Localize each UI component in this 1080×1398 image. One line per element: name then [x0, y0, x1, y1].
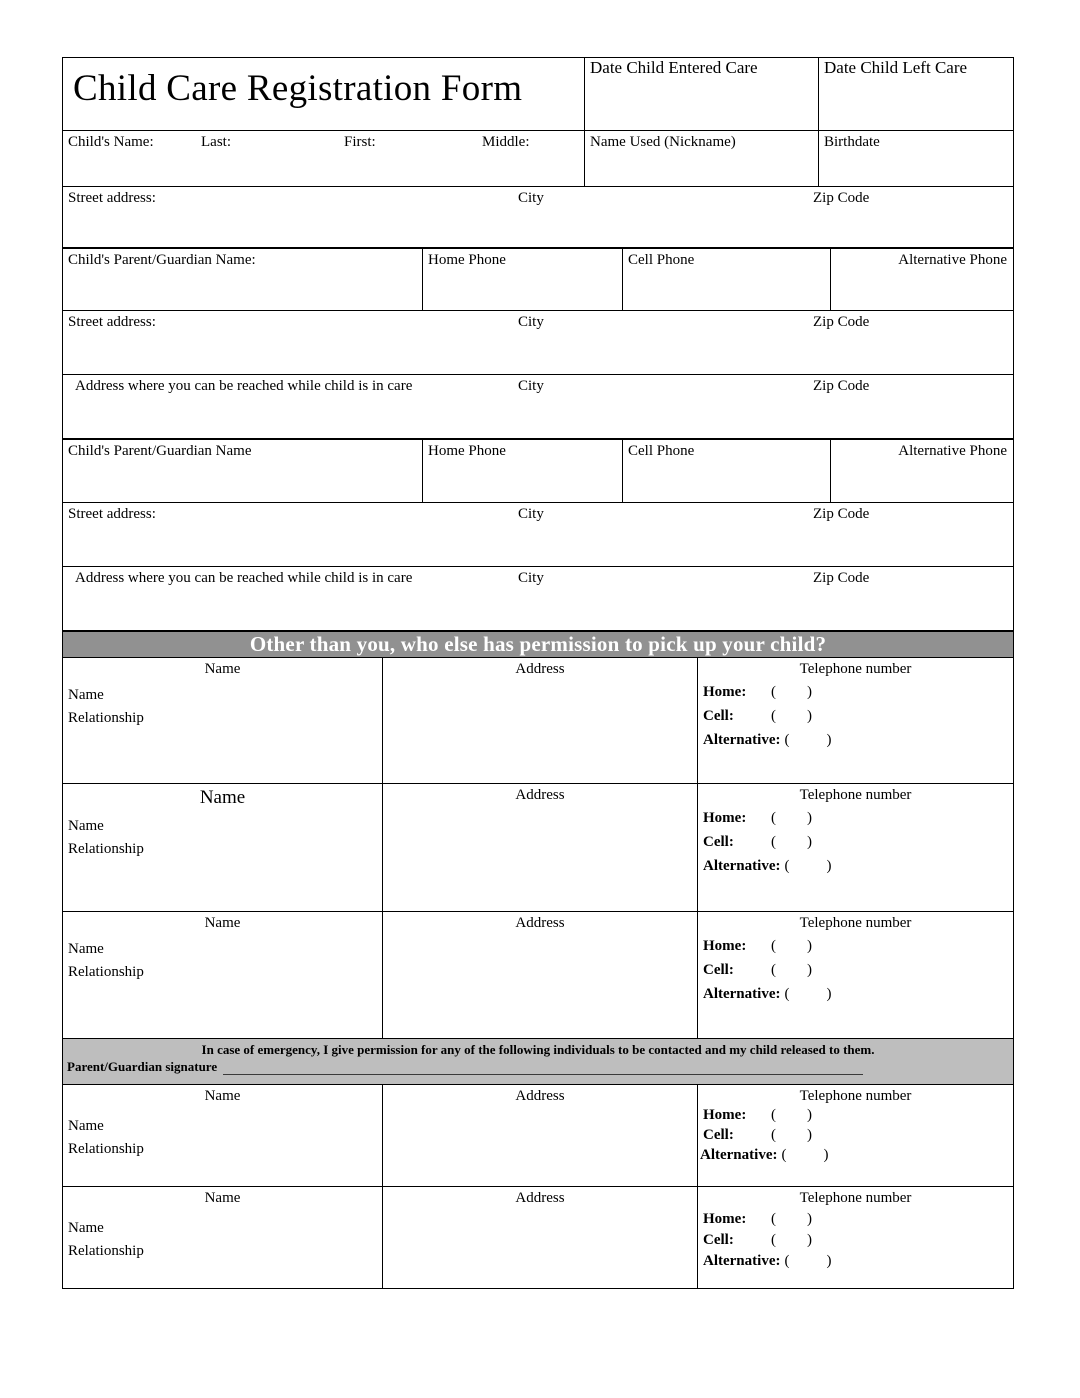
contact-alt-phone[interactable] [698, 725, 1013, 749]
cell-label: Cell: [703, 708, 734, 724]
contact-alt-phone[interactable] [698, 979, 1013, 1003]
close-paren: ) [807, 684, 812, 700]
child-address-row [63, 187, 1014, 248]
contact-name-cell[interactable] [63, 658, 383, 784]
alternative-label: Alternative: [703, 986, 781, 1002]
date-left-care-cell[interactable] [819, 58, 1014, 131]
date-entered-care-label: Date Child Entered Care [590, 58, 758, 77]
open-paren: ( [781, 1147, 787, 1163]
guardian-1-address-row [63, 311, 1014, 375]
close-paren: ) [826, 986, 832, 1002]
alternative-label: Alternative: [703, 1253, 781, 1269]
cell-label: Cell: [703, 1127, 734, 1143]
contact-relationship-field-label: Relationship [68, 964, 144, 981]
guardian-2-row [63, 440, 1014, 503]
alternative-phone-label: Alternative Phone [898, 443, 1007, 459]
contact-address-cell[interactable] [383, 1085, 698, 1187]
pickup-banner-row [63, 632, 1014, 658]
childs-name-cell[interactable] [63, 131, 585, 187]
guardian-1-cell-phone-cell[interactable] [623, 249, 831, 311]
open-paren: ( [784, 986, 790, 1002]
child-care-registration-form [62, 57, 1013, 1334]
contact-address-cell[interactable] [383, 912, 698, 1039]
alternative-label: Alternative: [703, 858, 781, 874]
zip-code-label: Zip Code [813, 570, 870, 586]
address-column-header: Address [515, 661, 565, 677]
contact-home-phone[interactable] [698, 678, 1013, 701]
contact-cell-phone[interactable] [698, 1228, 1013, 1249]
telephone-column-header: Telephone number [799, 1088, 912, 1104]
close-paren: ) [807, 1127, 812, 1143]
contact-address-cell[interactable] [383, 784, 698, 912]
contact-alt-phone[interactable] [698, 851, 1013, 875]
close-paren: ) [807, 1107, 812, 1123]
contact-relationship-field-label: Relationship [68, 710, 144, 727]
close-paren: ) [807, 962, 812, 978]
contact-relationship-field-label: Relationship [68, 1141, 144, 1158]
signature-row[interactable] [63, 1058, 1013, 1078]
childs-name-label: Child's Name: [68, 134, 154, 150]
open-paren: ( [771, 962, 776, 978]
city-label: City [518, 570, 544, 586]
emergency-contact-row-2 [63, 1187, 1014, 1289]
close-paren: ) [823, 1147, 829, 1163]
home-label: Home: [703, 810, 747, 826]
close-paren: ) [807, 708, 812, 724]
open-paren: ( [771, 938, 776, 954]
child-address-cell[interactable] [63, 187, 1014, 248]
open-paren: ( [771, 708, 776, 724]
address-column-header: Address [515, 787, 565, 803]
guardian-2-name-cell[interactable] [63, 440, 423, 503]
close-paren: ) [807, 938, 812, 954]
cell-label: Cell: [703, 834, 734, 850]
birthdate-cell[interactable] [819, 131, 1014, 187]
cell-label: Cell: [703, 1232, 734, 1248]
guardian-1-address-cell[interactable] [63, 311, 1014, 375]
name-column-header: Name [204, 1190, 241, 1206]
open-paren: ( [771, 684, 776, 700]
last-name-label: Last: [201, 134, 231, 150]
guardian-2-table [62, 439, 1014, 631]
close-paren: ) [826, 732, 832, 748]
guardian-1-name-label: Child's Parent/Guardian Name: [68, 252, 256, 268]
contact-cell-phone[interactable] [698, 955, 1013, 979]
pickup-contact-row-2 [63, 784, 1014, 912]
guardian-2-alt-phone-cell[interactable] [831, 440, 1014, 503]
city-label: City [518, 190, 544, 206]
guardian-2-home-phone-cell[interactable] [423, 440, 623, 503]
contact-address-cell[interactable] [383, 1187, 698, 1289]
guardian-1-name-cell[interactable] [63, 249, 423, 311]
contact-name-field-label: Name [68, 1220, 104, 1236]
contact-cell-phone[interactable] [698, 827, 1013, 851]
zip-code-label: Zip Code [813, 190, 870, 206]
contact-telephone-cell[interactable] [698, 912, 1014, 1039]
guardian-1-home-phone-cell[interactable] [423, 249, 623, 311]
guardian-1-row [63, 249, 1014, 311]
contact-telephone-cell[interactable] [698, 658, 1014, 784]
name-column-header: Name [204, 915, 241, 931]
cell-label: Cell: [703, 962, 734, 978]
home-label: Home: [703, 684, 747, 700]
emergency-contact-row-1 [63, 1085, 1014, 1187]
contact-cell-phone[interactable] [698, 1124, 1013, 1144]
home-phone-label: Home Phone [428, 443, 506, 459]
alternative-label: Alternative: [703, 732, 781, 748]
cell-phone-label: Cell Phone [628, 443, 695, 459]
name-column-header: Name [204, 661, 241, 677]
contact-name-cell[interactable] [63, 1187, 383, 1289]
contact-name-cell[interactable] [63, 1085, 383, 1187]
contact-home-phone[interactable] [698, 1105, 1013, 1124]
open-paren: ( [784, 1253, 790, 1269]
form-table [62, 57, 1014, 248]
contact-address-cell[interactable] [383, 658, 698, 784]
alternative-label: Alternative: [700, 1147, 778, 1163]
date-left-care-label: Date Child Left Care [824, 58, 968, 77]
contact-home-phone[interactable] [698, 804, 1013, 827]
reachable-address-label: Address where you can be reached while child is in care [75, 570, 413, 586]
telephone-column-header: Telephone number [799, 1190, 912, 1206]
open-paren: ( [771, 834, 776, 850]
city-label: City [518, 506, 544, 522]
zip-code-label: Zip Code [813, 378, 870, 394]
contact-relationship-field-label: Relationship [68, 1243, 144, 1260]
middle-name-label: Middle: [482, 134, 530, 150]
telephone-column-header: Telephone number [799, 787, 912, 803]
open-paren: ( [771, 1127, 776, 1143]
page-title: Child Care Registration Form [73, 68, 523, 109]
contact-home-phone[interactable] [698, 1207, 1013, 1228]
guardian-1-table [62, 248, 1014, 439]
address-column-header: Address [515, 915, 565, 931]
address-column-header: Address [515, 1190, 565, 1206]
city-label: City [518, 314, 544, 330]
street-address-label: Street address: [68, 506, 156, 522]
telephone-column-header: Telephone number [799, 661, 912, 677]
contact-alt-phone[interactable] [698, 1144, 1013, 1164]
street-address-label: Street address: [68, 314, 156, 330]
name-column-header: Name [199, 787, 246, 808]
city-label: City [518, 378, 544, 394]
close-paren: ) [826, 858, 832, 874]
close-paren: ) [807, 1232, 812, 1248]
guardian-2-name-label: Child's Parent/Guardian Name [68, 443, 252, 459]
nickname-cell[interactable] [585, 131, 819, 187]
home-label: Home: [703, 1107, 747, 1123]
form-title-cell [63, 58, 585, 131]
contact-cell-phone[interactable] [698, 701, 1013, 725]
close-paren: ) [807, 810, 812, 826]
street-address-label: Street address: [68, 190, 156, 206]
open-paren: ( [771, 1232, 776, 1248]
open-paren: ( [771, 1211, 776, 1227]
address-column-header: Address [515, 1088, 565, 1104]
child-name-row [63, 131, 1014, 187]
signature-label: Parent/Guardian signature [67, 1059, 218, 1074]
home-phone-label: Home Phone [428, 252, 506, 268]
cell-phone-label: Cell Phone [628, 252, 695, 268]
contact-name-field-label: Name [68, 941, 104, 957]
guardian-2-reachable-row [63, 567, 1014, 631]
zip-code-label: Zip Code [813, 506, 870, 522]
close-paren: ) [807, 834, 812, 850]
guardian-1-reachable-row [63, 375, 1014, 439]
pickup-section-table [62, 631, 1014, 1289]
guardian-2-reachable-cell[interactable] [63, 567, 1014, 631]
emergency-statement-cell [63, 1039, 1014, 1085]
open-paren: ( [771, 810, 776, 826]
contact-telephone-cell[interactable] [698, 1187, 1014, 1289]
nickname-label: Name Used (Nickname) [590, 134, 736, 150]
date-entered-care-cell[interactable] [585, 58, 819, 131]
open-paren: ( [784, 732, 790, 748]
pickup-contact-row-3 [63, 912, 1014, 1039]
contact-name-field-label: Name [68, 818, 104, 834]
guardian-2-cell-phone-cell[interactable] [623, 440, 831, 503]
emergency-statement-text: In case of emergency, I give permission for any of the following individuals to be contacted and my child released to them. [201, 1042, 875, 1057]
home-label: Home: [703, 938, 747, 954]
contact-alt-phone[interactable] [698, 1249, 1013, 1270]
pickup-banner: Other than you, who else has permission to pick up your child? [63, 632, 1014, 658]
birthdate-label: Birthdate [824, 134, 880, 150]
close-paren: ) [807, 1211, 812, 1227]
guardian-1-alt-phone-cell[interactable] [831, 249, 1014, 311]
first-name-label: First: [344, 134, 376, 150]
open-paren: ( [771, 1107, 776, 1123]
contact-name-field-label: Name [68, 687, 104, 703]
reachable-address-label: Address where you can be reached while child is in care [75, 378, 413, 394]
alternative-phone-label: Alternative Phone [898, 252, 1007, 268]
contact-relationship-field-label: Relationship [68, 841, 144, 858]
contact-name-field-label: Name [68, 1118, 104, 1134]
contact-telephone-cell[interactable] [698, 1085, 1014, 1187]
home-label: Home: [703, 1211, 747, 1227]
contact-name-cell[interactable] [63, 912, 383, 1039]
title-row [63, 58, 1014, 131]
signature-line[interactable] [223, 1063, 863, 1075]
contact-home-phone[interactable] [698, 932, 1013, 955]
contact-telephone-cell[interactable] [698, 784, 1014, 912]
guardian-1-reachable-cell[interactable] [63, 375, 1014, 439]
zip-code-label: Zip Code [813, 314, 870, 330]
emergency-statement-row [63, 1039, 1014, 1085]
close-paren: ) [826, 1253, 832, 1269]
pickup-contact-row-1 [63, 658, 1014, 784]
open-paren: ( [784, 858, 790, 874]
guardian-2-address-row [63, 503, 1014, 567]
contact-name-cell[interactable] [63, 784, 383, 912]
name-column-header: Name [204, 1088, 241, 1104]
guardian-2-address-cell[interactable] [63, 503, 1014, 567]
telephone-column-header: Telephone number [799, 915, 912, 931]
